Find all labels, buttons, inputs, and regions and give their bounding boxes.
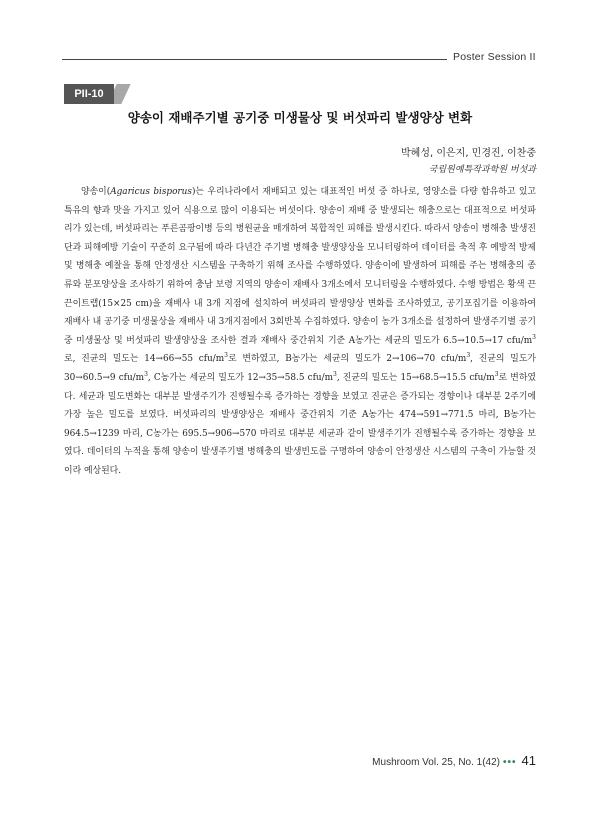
abstract-body: 양송이(Agaricus bisporus)는 우리나라에서 재배되고 있는 대표적인 버섯 중 하나로, 영양소를 다량 함유하고 있고 특유의 향과 맛을 가지고 있어 식용으로 많이 이용되는 버섯이다. 양송이 재배 중 발생되는 해충으로는 대표적으로 버섯파리가 있는데, 버섯파리는 푸른곰팡이병 등의 병원균을 매개하여 복합적인 피해를 발생시킨다. 따라서 양송이 병해충 발생진단과 피해예방 기술이 꾸준히 요구됨에 따라 다년간 주기별 병해충 발생양상을 모니터링하여 데이터를 축적 후 예방적 방제 및 병해충 예찰을 통해 안정생산 시스템을 구축하기 위해 조사를 수행하였다. 양송이에 발생하여 피해를 주는 병해충의 종류와 분포양상을 조사하기 위하여 충남 보령 지역의 양송이 재배사 3개소에서 모니터링을 수행하였다. 수행 방법은 황색 끈끈이트랩(15×25 cm)을 재배사 내 3개 지점에 설치하여 버섯파리 발생양상 변화를 조사하였고, 공기포집기를 이용하여 재배사 내 공기중 미생물상을 재배사 내 3개지점에서 3회반복 수집하였다. 양송이 농가 3개소를 설정하여 발생주기별 공기중 미생물상 및 버섯파리 발생양상을 조사한 결과 재배사 중간위치 기준 A농가는 세균의 밀도가 6.5→10.5→17 cfu/$m^3$로, 진균의 밀도는 14→66→55 cfu/$m^3$로 변하였고, B농가는 세균의 밀도가 2→106→70 cfu/$m^3$, 진균의 밀도가 30→60.5→9 cfu/$m^3$, C농가는 세균의 밀도가 12→35→58.5 cfu/$m^3$, 진균의 밀도는 15→68.5→15.5 cfu/$m^3$로 변하였다. 세균과 밀도변화는 대부분 발생주기가 진행될수록 증가하는 경향을 보였고 진균은 증가되는 경향이나 대부분 2주기에 가장 높은 밀도를 보였다. 버섯파리의 발생양상은 재배사 중간위치 기준 A농가는 474→591→771.5 마리, B농가는 964.5→1239 마리, C농가는 695.5→906→570 마리로 대부분 세균과 같이 발생주기가 진행될수록 증가하는 경향을 보였다. 데이터의 누적을 통해 양송이 발생주기별 병해충의 발생빈도를 구명하여 양송이 안정생산 시스템의 구축이 가능할 것이라 예상된다. [64,187,537,476]
affiliation: 국립원예특작과학원 버섯과 [428,165,536,175]
session-label: Poster Session II [453,51,536,63]
footer-dots: ••• [503,757,517,768]
page-number: 41 [521,753,536,768]
journal-citation: Mushroom Vol. 25, No. 1(42) [372,757,501,768]
header-rule [62,59,447,60]
paper-title: 양송이 재배주기별 공기중 미생물상 및 버섯파리 발생양상 변화 [127,110,473,125]
species-name: Agaricus bisporus [110,187,192,197]
authors: 박혜성, 이은지, 민경진, 이찬중 [401,148,536,159]
page-footer [372,753,536,768]
poster-tag: PII-10 [64,84,114,104]
